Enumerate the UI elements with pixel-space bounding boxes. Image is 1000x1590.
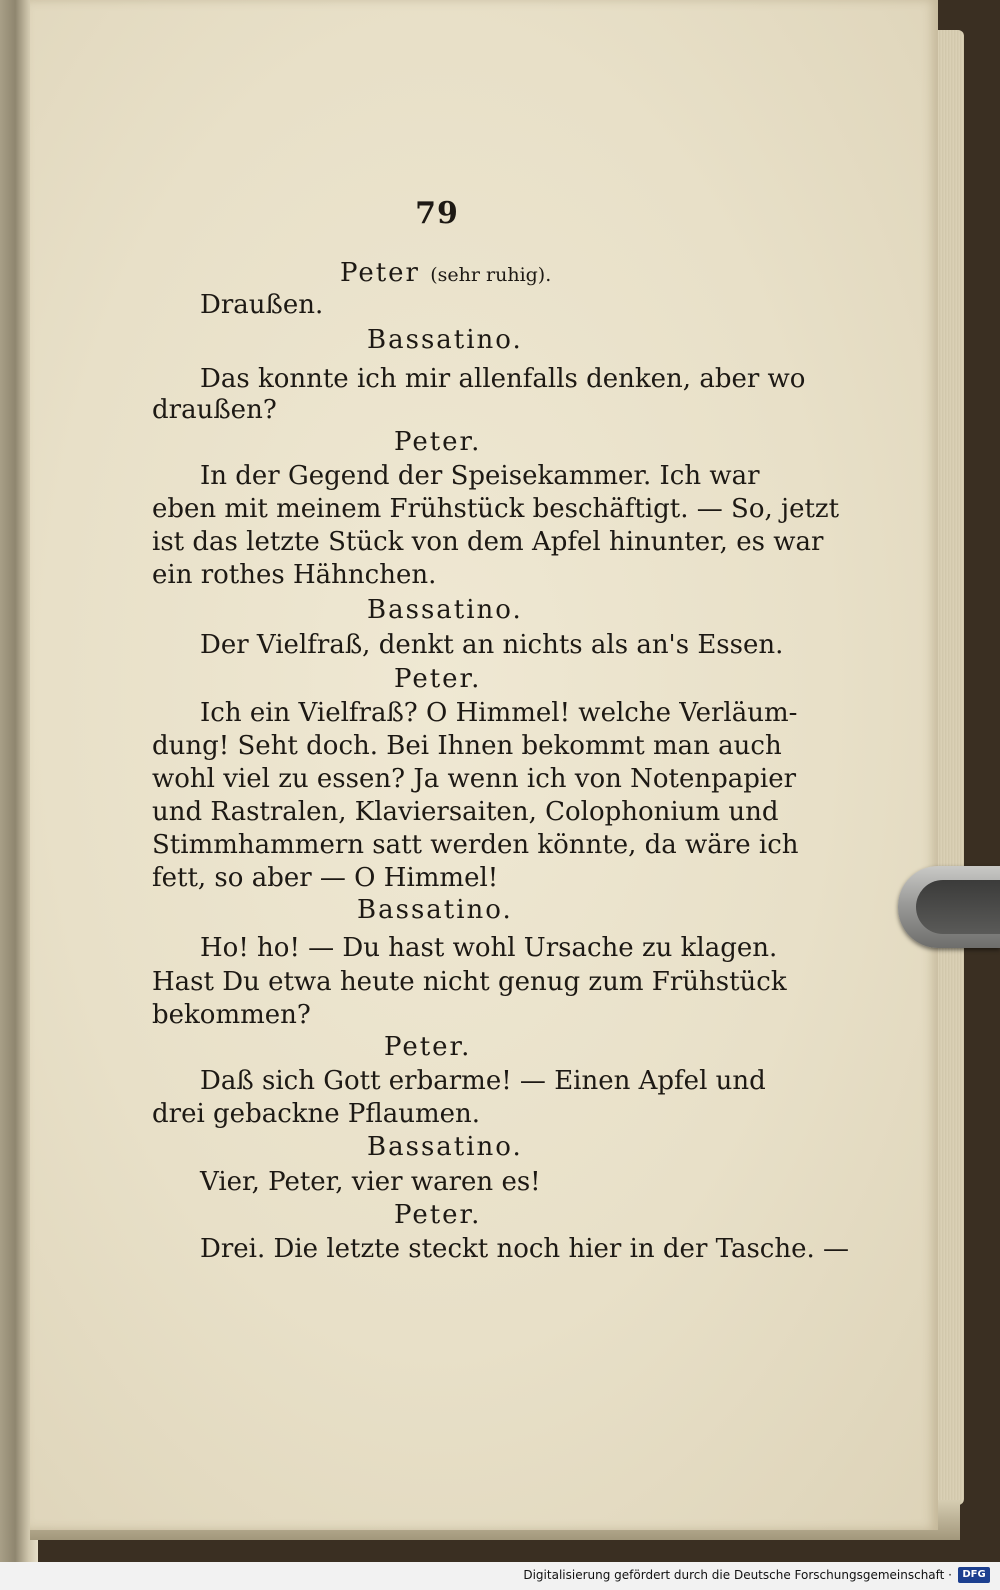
dialogue-line: In der Gegend der Speisekammer. Ich war [200, 461, 760, 491]
stage-direction: (sehr ruhig). [430, 264, 552, 286]
page-number: 79 [415, 196, 459, 231]
dialogue-line: Stimmhammern satt werden könnte, da wäre ich [152, 830, 799, 860]
dialogue-line: Daß sich Gott erbarme! — Einen Apfel und [200, 1066, 766, 1096]
speaker-name: Peter [340, 258, 420, 288]
dialogue-line: ein rothes Hähnchen. [152, 560, 437, 590]
dfg-logo-icon: DFG [958, 1567, 990, 1583]
dialogue-line: Ich ein Vielfraß? O Himmel! welche Verläum- [200, 698, 798, 728]
funding-credit: Digitalisierung gefördert durch die Deutsche Forschungsgemeinschaft · [523, 1568, 952, 1582]
speaker-heading: Bassatino. [357, 895, 513, 925]
dialogue-line: draußen? [152, 395, 277, 425]
speaker-heading [340, 256, 551, 292]
dialogue-line: Hast Du etwa heute nicht genug zum Frühstück [152, 967, 787, 997]
dialogue-line: drei gebackne Pflaumen. [152, 1099, 481, 1129]
dialogue-line: Ho! ho! — Du hast wohl Ursache zu klagen. [200, 933, 778, 963]
dialogue-line: Der Vielfraß, denkt an nichts als an's Essen. [200, 630, 784, 660]
dialogue-line: und Rastralen, Klaviersaiten, Colophonium und [152, 797, 779, 827]
footer-bar [0, 1562, 1000, 1590]
dialogue-line: eben mit meinem Frühstück beschäftigt. — So, jetzt [152, 494, 840, 524]
dialogue-line: fett, so aber — O Himmel! [152, 863, 499, 893]
dialogue-line: Draußen. [200, 290, 324, 320]
dialogue-line: Vier, Peter, vier waren es! [200, 1167, 541, 1197]
speaker-heading: Bassatino. [367, 595, 523, 625]
speaker-heading: Peter. [394, 427, 482, 457]
speaker-heading: Peter. [384, 1032, 472, 1062]
dialogue-line: ist das letzte Stück von dem Apfel hinunter, es war [152, 527, 824, 557]
speaker-heading: Peter. [394, 664, 482, 694]
dialogue-line: dung! Seht doch. Bei Ihnen bekommt man auch [152, 731, 782, 761]
speaker-heading: Peter. [394, 1200, 482, 1230]
dialogue-line: wohl viel zu essen? Ja wenn ich von Notenpapier [152, 764, 797, 794]
speaker-heading: Bassatino. [367, 325, 523, 355]
speaker-heading: Bassatino. [367, 1132, 523, 1162]
dialogue-line: Das konnte ich mir allenfalls denken, aber wo [200, 364, 806, 394]
dialogue-line: Drei. Die letzte steckt noch hier in der Tasche. — [200, 1234, 850, 1264]
dialogue-line: bekommen? [152, 1000, 311, 1030]
